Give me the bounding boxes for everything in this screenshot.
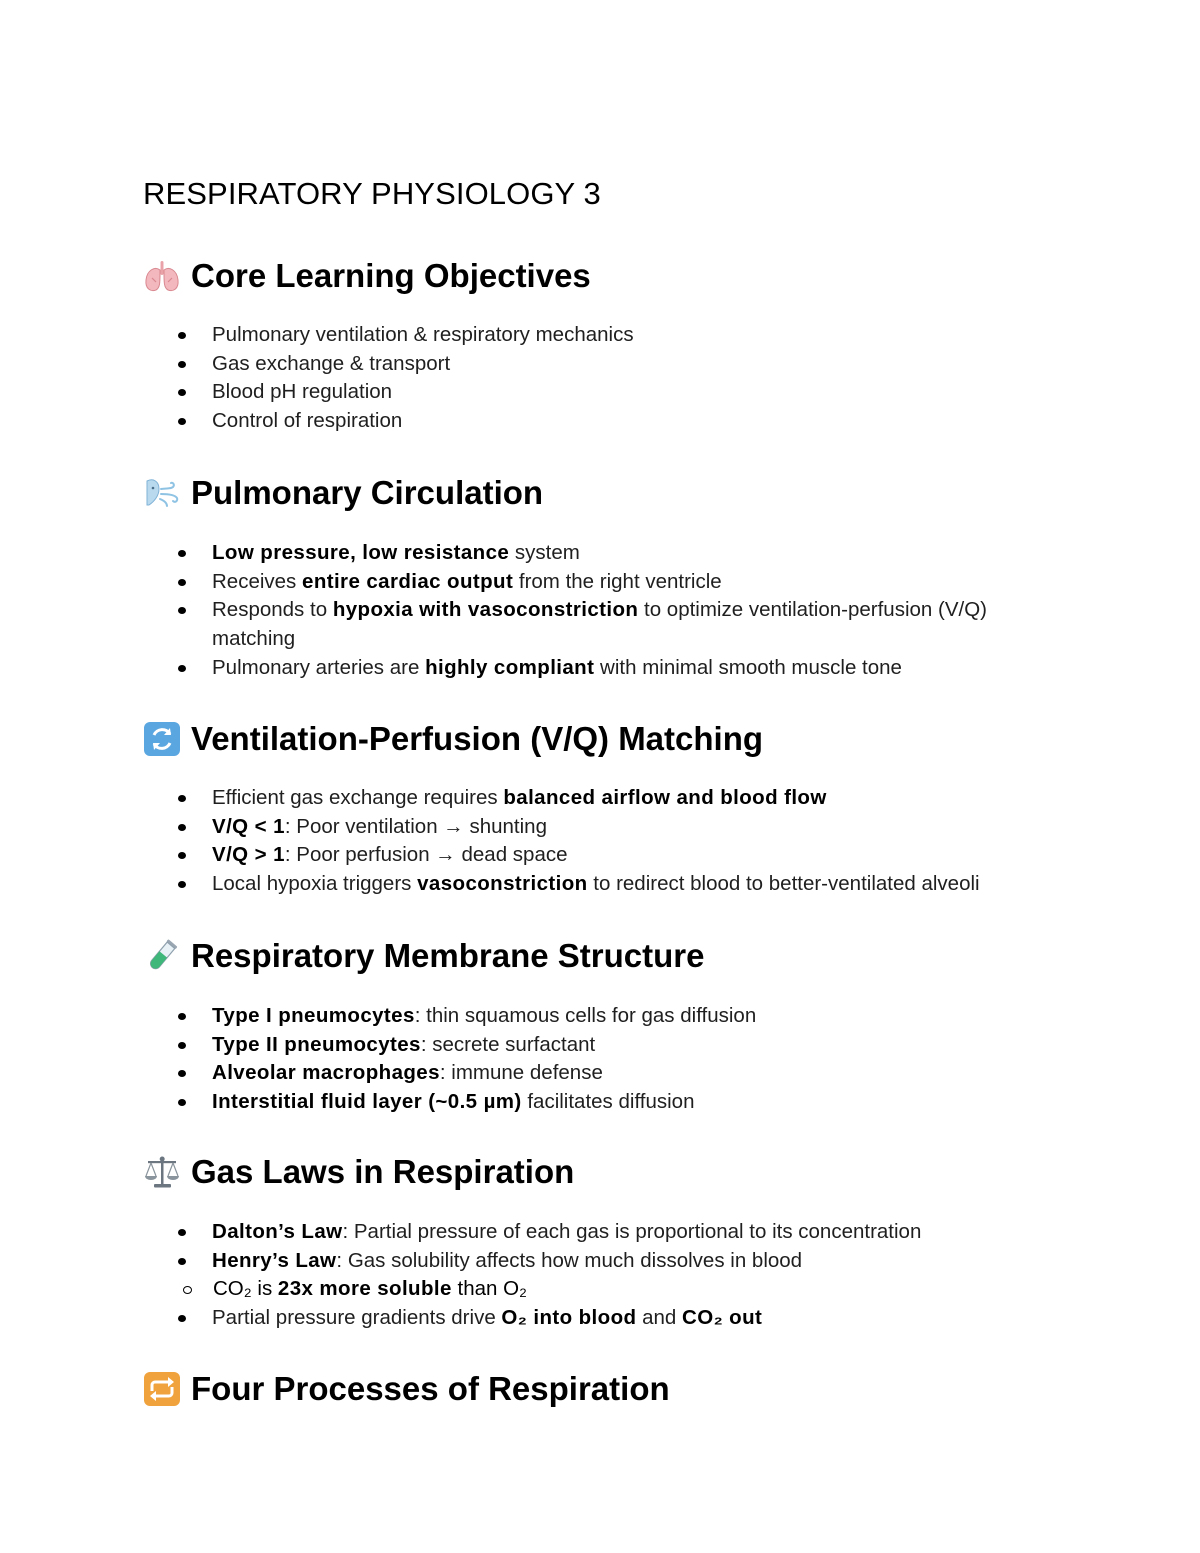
bold-text: Type II pneumocytes xyxy=(212,1032,421,1056)
bold-text: Henry’s Law xyxy=(212,1248,337,1272)
text-run: Blood pH regulation xyxy=(212,380,393,404)
list-item xyxy=(143,654,1043,683)
section-list xyxy=(143,1218,1043,1333)
section-list xyxy=(143,784,1043,899)
text-run: and xyxy=(636,1306,683,1330)
bold-text: Interstitial fluid layer (~0.5 µm) xyxy=(212,1090,522,1114)
repeat-arrows-icon xyxy=(143,1371,181,1407)
list-item xyxy=(143,407,1043,436)
text-run: : immune defense xyxy=(439,1061,603,1085)
bold-text: Type I pneumocytes xyxy=(212,1004,415,1027)
lungs-icon xyxy=(143,258,181,294)
list-item xyxy=(143,1031,1043,1060)
bold-text: vasoconstriction xyxy=(417,872,588,896)
list-item xyxy=(143,870,1043,899)
section-list xyxy=(143,539,1043,683)
section-heading-label: Four Processes of Respiration xyxy=(191,1370,670,1407)
list-item xyxy=(143,784,1043,813)
list-item xyxy=(143,350,1043,379)
text-run: : secrete surfactant xyxy=(420,1032,596,1056)
text-run: with minimal smooth muscle tone xyxy=(594,655,902,679)
text-run: Control of respiration xyxy=(212,409,403,433)
text-run: : Partial pressure of each gas is proportional to its concentration xyxy=(342,1220,922,1243)
section-heading-pulmonary-circulation xyxy=(143,474,543,512)
text-run: : Gas solubility affects how much dissolves in blood xyxy=(336,1248,803,1272)
section-heading-label: Respiratory Membrane Structure xyxy=(191,937,705,974)
list-item xyxy=(143,596,1043,653)
list-item xyxy=(143,1304,1043,1333)
counterclockwise-arrows-icon xyxy=(143,721,181,757)
section-heading-label: Ventilation-Perfusion (V/Q) Matching xyxy=(191,720,764,757)
text-run: Pulmonary arteries are xyxy=(212,655,426,679)
list-item xyxy=(143,813,1043,842)
list-item xyxy=(143,1247,1043,1276)
section-list xyxy=(143,321,1043,436)
list-item xyxy=(143,841,1043,870)
text-run: Gas exchange & transport xyxy=(212,351,451,375)
text-run: facilitates diffusion xyxy=(521,1090,695,1114)
bold-text: entire cardiac output xyxy=(302,569,514,593)
section-heading-four-processes xyxy=(143,1370,670,1408)
bold-text: highly compliant xyxy=(425,655,595,679)
section-heading-label: Core Learning Objectives xyxy=(191,257,591,294)
list-item xyxy=(143,1088,1043,1117)
list-item xyxy=(143,539,1043,568)
list-item xyxy=(143,1218,1043,1247)
text-run: system xyxy=(509,541,580,564)
section-heading-vq-matching xyxy=(143,720,763,758)
list-item xyxy=(143,1059,1043,1088)
text-run: Pulmonary ventilation & respiratory mechanics xyxy=(212,323,634,346)
section-heading-core-learning-objectives xyxy=(143,257,591,295)
document-title: RESPIRATORY PHYSIOLOGY 3 xyxy=(143,176,601,211)
text-run: Efficient gas exchange requires xyxy=(212,786,504,809)
text-run: to redirect blood to better-ventilated alveoli xyxy=(587,872,980,896)
text-run: Partial pressure gradients drive xyxy=(212,1306,502,1330)
text-run: Responds to xyxy=(212,598,333,622)
bold-text: Low pressure, low resistance xyxy=(212,541,510,564)
bold-text: balanced airflow and blood flow xyxy=(503,786,827,809)
bold-text: CO₂ out xyxy=(682,1306,763,1330)
text-run: : Poor ventilation → shunting xyxy=(284,814,547,838)
bold-text: Alveolar macrophages xyxy=(212,1061,440,1085)
section-heading-label: Pulmonary Circulation xyxy=(191,474,544,511)
text-run: than O₂ xyxy=(451,1277,527,1301)
sub-list-item xyxy=(143,1275,1043,1304)
bold-text: Dalton’s Law xyxy=(212,1220,343,1243)
wind-face-icon xyxy=(143,475,181,511)
section-list xyxy=(143,1002,1043,1117)
text-run: Receives xyxy=(212,569,303,593)
list-item xyxy=(143,1002,1043,1031)
text-run: from the right ventricle xyxy=(513,569,722,593)
section-heading-label: Gas Laws in Respiration xyxy=(191,1153,575,1190)
bold-text: V/Q < 1 xyxy=(212,814,285,838)
bold-text: O₂ into blood xyxy=(501,1306,637,1330)
text-run: : thin squamous cells for gas diffusion xyxy=(414,1004,757,1027)
list-item xyxy=(143,378,1043,407)
text-run: CO₂ is xyxy=(213,1277,278,1301)
text-run: to optimize ventilation-perfusion (V/Q) matching xyxy=(212,598,987,651)
text-run: : Poor perfusion → dead space xyxy=(284,843,568,867)
bold-text: 23x more soluble xyxy=(277,1277,452,1301)
list-item xyxy=(143,321,1043,350)
balance-scale-icon xyxy=(143,1154,181,1190)
sub-list xyxy=(143,1275,1043,1304)
list-item xyxy=(143,568,1043,597)
text-run: Local hypoxia triggers xyxy=(212,872,418,896)
section-heading-gas-laws xyxy=(143,1153,574,1191)
section-heading-respiratory-membrane xyxy=(143,937,704,975)
test-tube-icon xyxy=(143,938,181,974)
bold-text: V/Q > 1 xyxy=(212,843,285,867)
bold-text: hypoxia with vasoconstriction xyxy=(332,598,639,622)
